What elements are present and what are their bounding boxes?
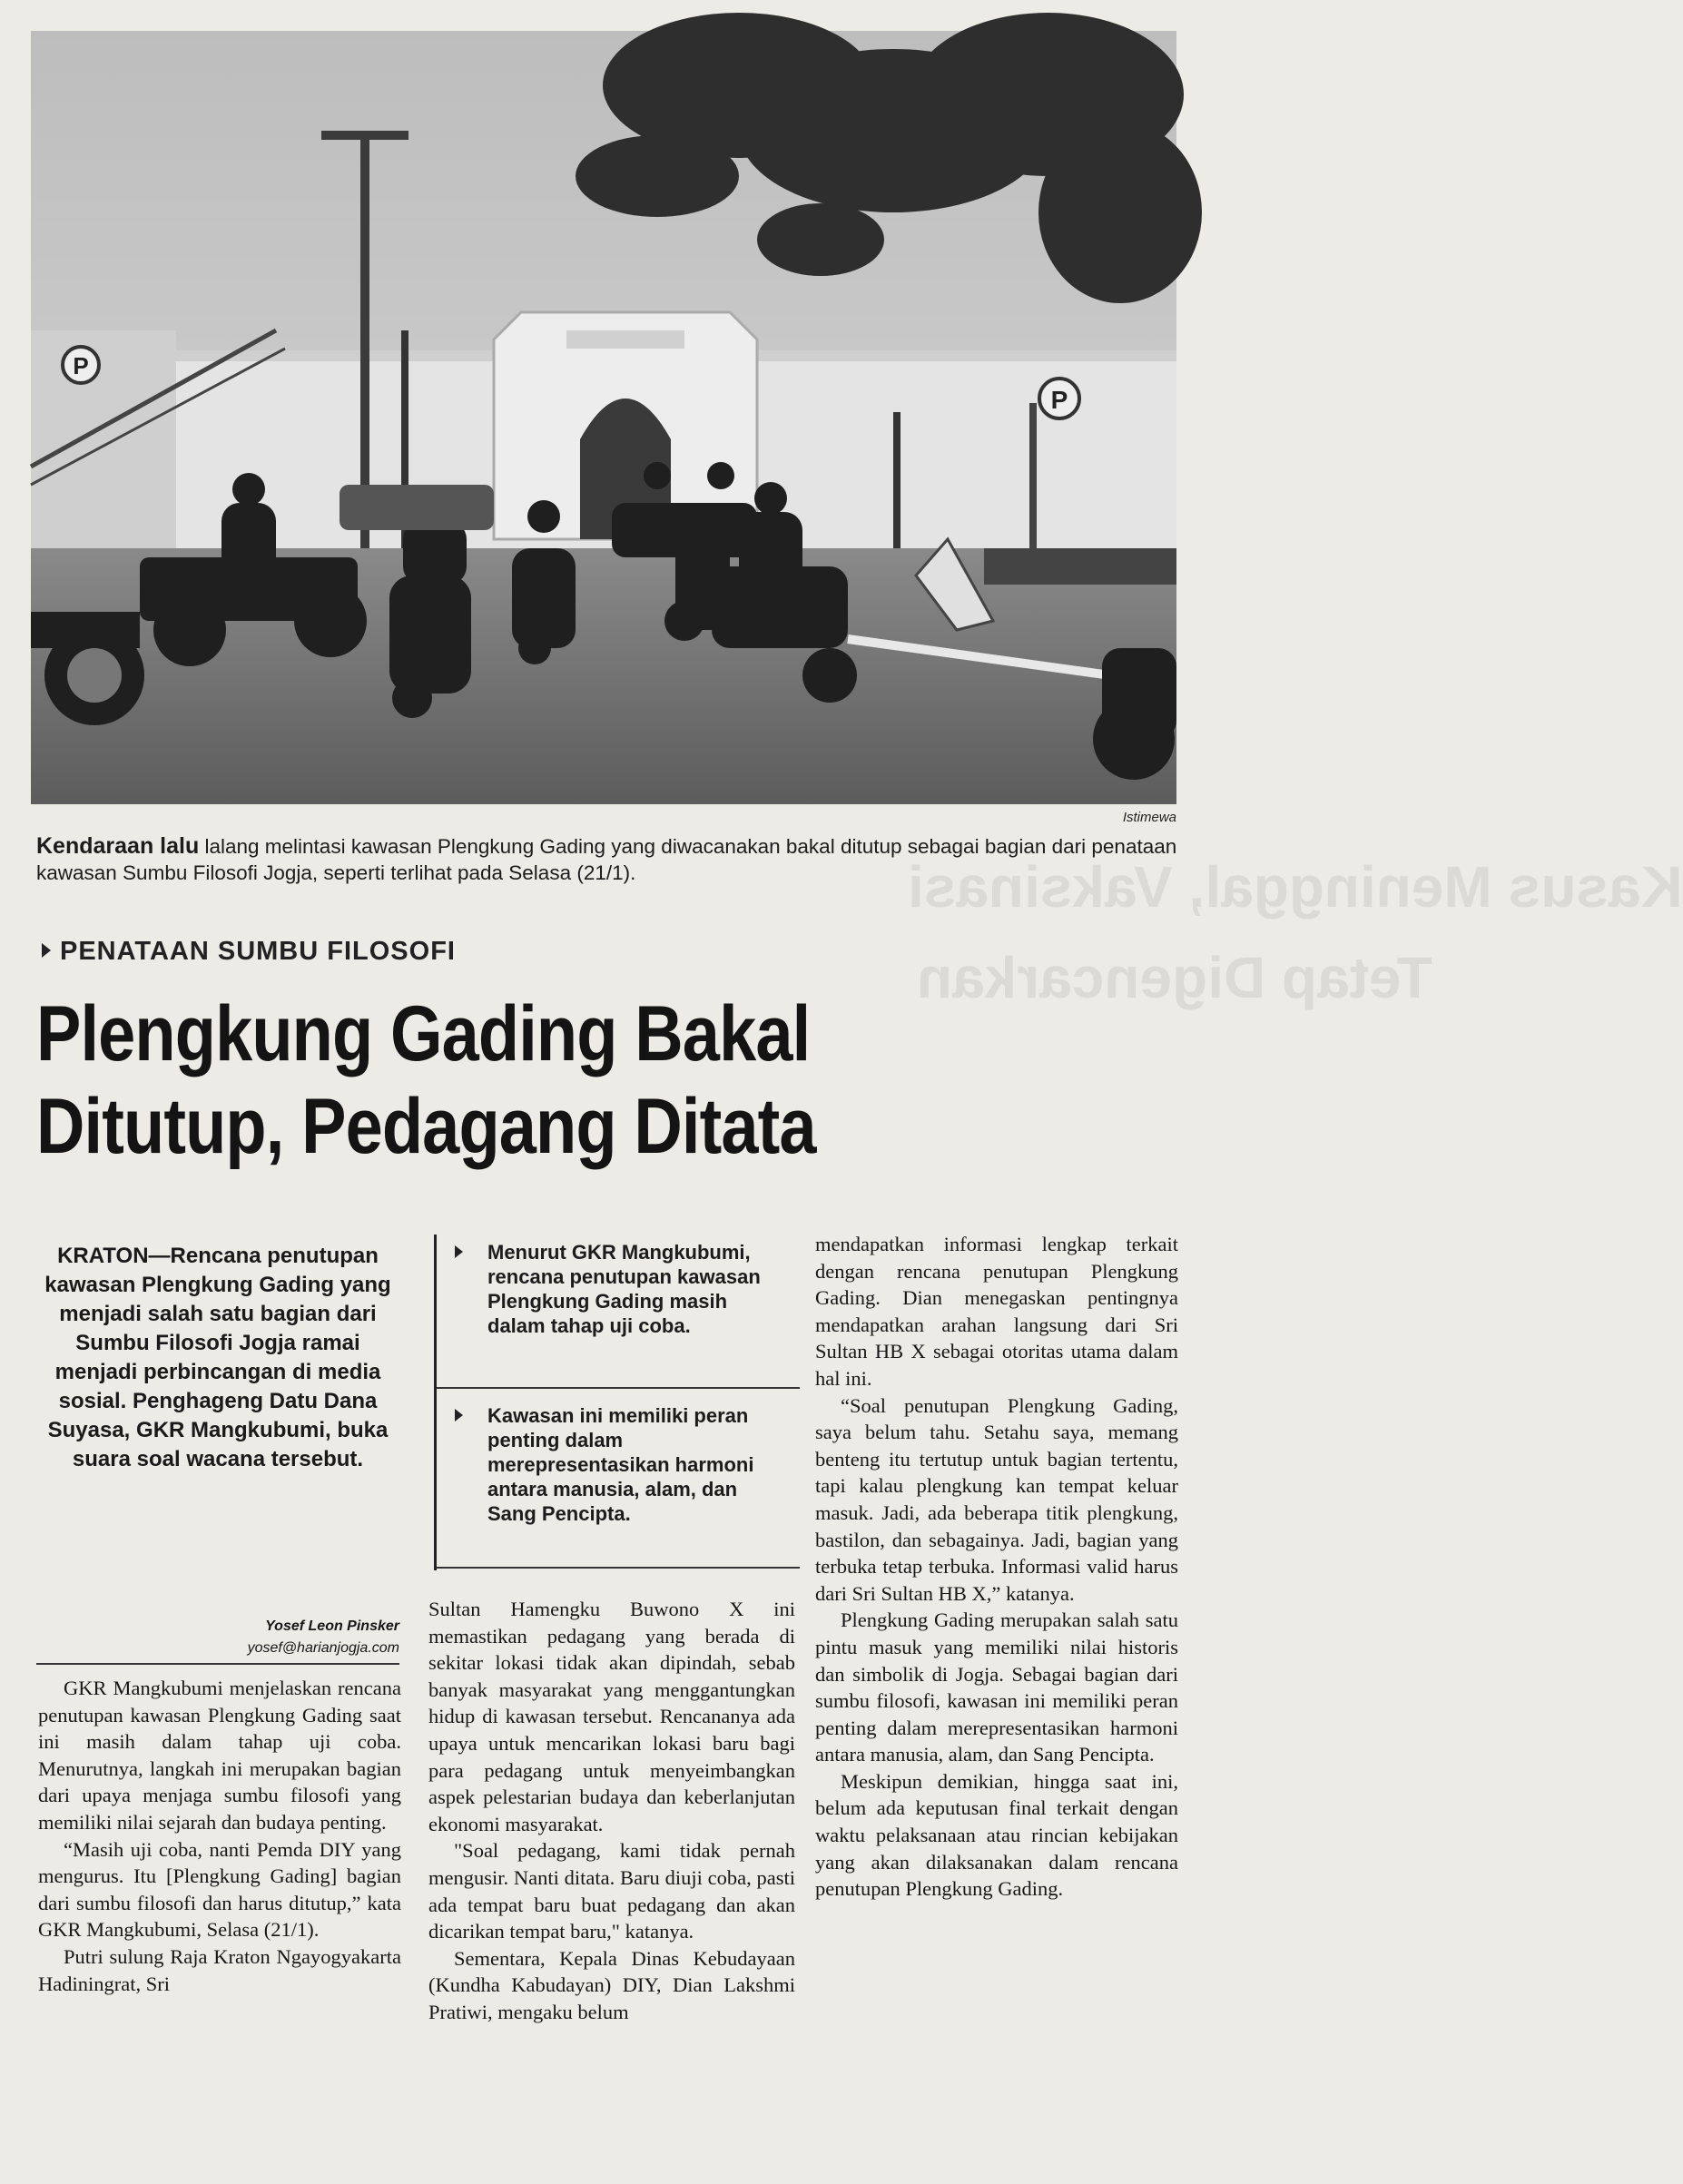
byline-email: yosef@harianjogja.com bbox=[247, 1640, 399, 1656]
paragraph: GKR Mangkubumi menjelaskan rencana penutupan kawasan Plengkung Gading saat ini masih dalam tahap uji coba. Menurutnya, langkah ini merupakan bagian dari upaya menjaga sumbu filosofi yang memiliki nilai sejarah dan budaya penting. bbox=[38, 1677, 401, 1834]
byline bbox=[109, 1616, 399, 1659]
divider bbox=[437, 1387, 800, 1389]
lead-intro: KRATON—Rencana penutupan kawasan Plengkung Gading yang menjadi salah satu bagian dari Sumbu Filosofi Jogja ramai menjadi perbincangan di media sosial. Penghageng Datu Dana Suyasa, GKR Mangkubumi, buka suara soal wacana tersebut. bbox=[44, 1244, 391, 1471]
paragraph: Sultan Hamengku Buwono X ini memastikan pedagang yang berada di sekitar lokasi tidak akan dipindah, sebab banyak masyarakat yang menggantungkan hidup di kawasan tersebut. Rencananya ada upaya untuk mencarikan lokasi baru bagi para pedagang untuk menyeimbangkan aspek pelestarian budaya dan keberlanjutan ekonomi masyarakat. bbox=[428, 1598, 795, 1835]
caption-lead: Kendaraan lalu bbox=[36, 833, 200, 859]
svg-text:P: P bbox=[1050, 386, 1068, 414]
paragraph: “Masih uji coba, nanti Pemda DIY yang mengurus. Itu [Plengkung Gading] bagian dari sumbu filosofi dan harus ditutup,” kata GKR Mangkubumi, Selasa (21/1). bbox=[38, 1837, 401, 1942]
photo-caption bbox=[36, 833, 1182, 886]
highlight-text: Kawasan ini memiliki peran penting dalam merepresentasikan harmoni antara manusia, alam, dan Sang Pencipta. bbox=[487, 1404, 754, 1525]
photo-credit: Istimewa bbox=[1122, 810, 1176, 825]
highlight-item bbox=[487, 1403, 787, 1526]
paragraph: mendapatkan informasi lengkap terkait dengan rencana penutupan Plengkung Gading. Dian menegaskan pentingnya mendapatkan arahan langsung dari Sri Sultan HB X sebagai otoritas utama dalam hal ini. bbox=[815, 1233, 1178, 1390]
highlight-text: Menurut GKR Mangkubumi, rencana penutupan kawasan Plengkung Gading masih dalam tahap uji coba. bbox=[487, 1241, 761, 1337]
paragraph: “Soal penutupan Plengkung Gading, saya belum tahu. Setahu saya, memang benteng itu tertutup untuk bagian tertentu, tapi kalau plengkung kan tempat keluar masuk. Jadi, ada beberapa titik plengkung, bastilon, dan sebagainya. Jadi, bagian yang terbuka tetap terbuka. Informasi valid harus dari Sri Sultan HB X,” katanya. bbox=[815, 1393, 1178, 1605]
svg-text:P: P bbox=[73, 352, 89, 379]
triangle-bullet-icon bbox=[455, 1409, 463, 1422]
divider bbox=[36, 1663, 399, 1665]
byline-author: Yosef Leon Pinsker bbox=[265, 1618, 399, 1634]
caption-text: lalang melintasi kawasan Plengkung Gading yang diwacanakan bakal ditutup sebagai bagian dari penataan kawasan Sumbu Filosofi Jogja, seperti terlihat pada Selasa (21/1). bbox=[36, 835, 1177, 884]
paragraph: Sementara, Kepala Dinas Kebudayaan (Kundha Kabudayan) DIY, Dian Lakshmi Pratiwi, mengaku belum bbox=[428, 1946, 795, 2023]
kicker-text: PENATAAN SUMBU FILOSOFI bbox=[60, 937, 456, 966]
highlight-item bbox=[487, 1240, 787, 1338]
bleed-through-text: Tetap Digencarkan bbox=[917, 945, 1432, 1010]
headline-line-1: Plengkung Gading Bakal bbox=[36, 990, 811, 1077]
bleed-through-text: Kasus Meninggal, Vaksinasi bbox=[908, 854, 1683, 920]
paragraph: Meskipun demikian, hingga saat ini, belum ada keputusan final terkait dengan waktu pelaksanaan atau rincian kebijakan yang akan dilaksanakan dalam rencana penutupan Plengkung Gading. bbox=[815, 1769, 1178, 1901]
street-photo-icon bbox=[31, 31, 1176, 804]
highlight-box bbox=[434, 1235, 800, 1570]
triangle-bullet-icon bbox=[42, 943, 51, 958]
article-column-2 bbox=[428, 1596, 795, 2026]
paragraph: Plengkung Gading merupakan salah satu pintu masuk yang memiliki nilai historis dan simbolik di Jogja. Sebagai bagian dari sumbu filosofi, kawasan ini memiliki peran penting dalam merepresentasikan harmoni antara manusia, alam, dan Sang Pencipta. bbox=[815, 1608, 1178, 1766]
section-kicker bbox=[42, 937, 456, 967]
divider bbox=[437, 1567, 800, 1569]
paragraph: "Soal pedagang, kami tidak pernah mengusir. Nanti ditata. Baru diuji coba, pasti ada tempat baru buat pedagang dan akan dicarikan tempat baru," katanya. bbox=[428, 1839, 795, 1943]
news-photo bbox=[31, 31, 1176, 804]
headline bbox=[36, 988, 1043, 1173]
triangle-bullet-icon bbox=[455, 1245, 463, 1258]
article-column-1 bbox=[38, 1675, 401, 1997]
article-column-3 bbox=[815, 1231, 1178, 1903]
headline-line-2: Ditutup, Pedagang Ditata bbox=[36, 1083, 816, 1170]
paragraph: Putri sulung Raja Kraton Ngayogyakarta Hadiningrat, Sri bbox=[38, 1944, 401, 1995]
